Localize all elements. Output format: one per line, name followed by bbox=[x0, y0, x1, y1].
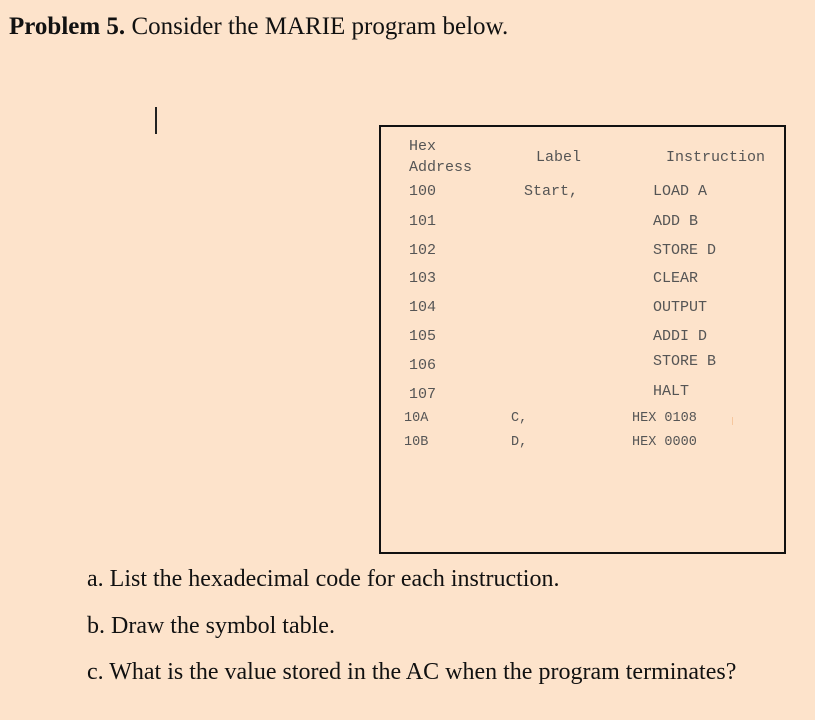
row-addr: 101 bbox=[409, 213, 437, 230]
row-addr: 10A bbox=[404, 411, 429, 426]
problem-title bbox=[9, 13, 508, 41]
program-table bbox=[379, 125, 786, 554]
row-addr: 104 bbox=[409, 299, 437, 316]
row-instruction: ADDI D bbox=[653, 328, 708, 345]
row-label: D, bbox=[511, 435, 528, 450]
header-label: Label bbox=[536, 149, 582, 166]
row-instruction: LOAD A bbox=[653, 183, 708, 200]
row-addr: 107 bbox=[409, 386, 437, 403]
row-addr: 10B bbox=[404, 435, 429, 450]
row-instruction: HEX 0108 bbox=[632, 411, 697, 426]
row-instruction: STORE D bbox=[653, 242, 717, 259]
header-address: Address bbox=[409, 159, 473, 176]
row-addr: 102 bbox=[409, 242, 437, 259]
problem-statement: Consider the MARIE program below. bbox=[125, 13, 509, 40]
header-hex: Hex bbox=[409, 138, 437, 155]
row-instruction: STORE B bbox=[653, 353, 717, 370]
row-instruction: OUTPUT bbox=[653, 299, 708, 316]
question-a: a. List the hexadecimal code for each instruction. bbox=[87, 566, 560, 592]
row-label: Start, bbox=[524, 183, 579, 200]
row-instruction: HALT bbox=[653, 383, 690, 400]
row-addr: 106 bbox=[409, 357, 437, 374]
row-instruction: CLEAR bbox=[653, 270, 699, 287]
row-addr: 105 bbox=[409, 328, 437, 345]
question-c: c. What is the value stored in the AC when the program terminates? bbox=[87, 659, 737, 685]
stray-mark bbox=[732, 417, 733, 425]
text-cursor bbox=[155, 107, 157, 134]
problem-number: Problem 5. bbox=[9, 13, 126, 40]
row-instruction: ADD B bbox=[653, 213, 699, 230]
header-instruction: Instruction bbox=[666, 149, 766, 166]
row-label: C, bbox=[511, 411, 528, 426]
question-b: b. Draw the symbol table. bbox=[87, 613, 335, 639]
row-addr: 103 bbox=[409, 270, 437, 287]
row-instruction: HEX 0000 bbox=[632, 435, 697, 450]
row-addr: 100 bbox=[409, 183, 437, 200]
